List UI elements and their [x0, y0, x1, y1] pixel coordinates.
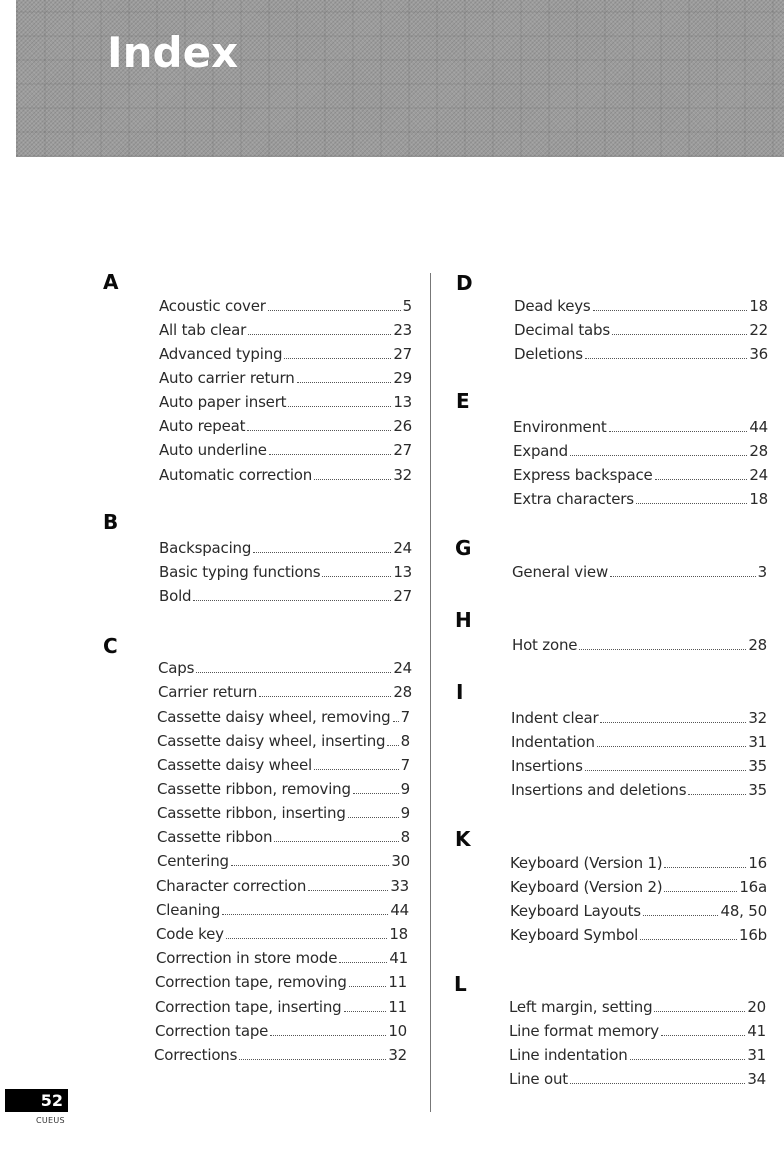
dot-leader	[654, 1010, 745, 1012]
section-heading-i: I	[456, 680, 464, 704]
entry-term: Cassette ribbon, removing	[157, 780, 351, 798]
entry-term: Backspacing	[159, 539, 252, 557]
dot-leader	[349, 985, 387, 987]
dot-leader	[387, 744, 398, 746]
entry-page: 8	[400, 828, 410, 846]
index-entry[interactable]	[159, 438, 412, 460]
entry-page: 16b	[738, 926, 767, 944]
entry-page: 27	[393, 345, 412, 363]
index-entry[interactable]	[159, 560, 412, 582]
index-entry[interactable]	[509, 1019, 766, 1041]
entry-term: Cassette daisy wheel, removing	[157, 708, 391, 726]
entry-page: 5	[402, 297, 412, 315]
index-entry[interactable]	[157, 753, 410, 775]
dot-leader	[270, 1034, 386, 1036]
entry-page: 16a	[739, 878, 767, 896]
column-divider	[430, 273, 431, 1112]
dot-leader	[314, 478, 391, 480]
entry-page: 41	[389, 949, 408, 967]
index-entry[interactable]	[510, 851, 767, 873]
section-heading-d: D	[456, 271, 473, 295]
entry-page: 28	[749, 442, 768, 460]
index-entry[interactable]	[514, 318, 768, 340]
entry-page: 34	[747, 1070, 766, 1088]
entry-page: 18	[749, 490, 768, 508]
index-entry[interactable]	[159, 366, 412, 388]
section-heading-g: G	[455, 536, 472, 560]
entry-term: Cassette ribbon	[157, 828, 273, 846]
index-entry[interactable]	[511, 730, 767, 752]
entry-term: General view	[512, 563, 609, 581]
entry-page: 28	[393, 683, 412, 701]
entry-term: Indentation	[511, 733, 595, 751]
index-entry[interactable]	[509, 1043, 766, 1065]
section-heading-c: C	[103, 634, 118, 658]
index-entry[interactable]	[511, 754, 767, 776]
entry-page: 48, 50	[720, 902, 767, 920]
entry-page: 18	[389, 925, 408, 943]
dot-leader	[609, 430, 748, 432]
entry-term: Corrections	[154, 1046, 238, 1064]
entry-page: 26	[393, 417, 412, 435]
entry-page: 35	[748, 757, 767, 775]
page-number-tab: 52	[5, 1089, 68, 1112]
index-entry[interactable]	[510, 899, 767, 921]
dot-leader	[269, 453, 392, 455]
index-entry[interactable]	[513, 463, 768, 485]
index-entry[interactable]	[159, 536, 412, 558]
index-entry[interactable]	[157, 849, 410, 871]
dot-leader	[688, 793, 746, 795]
entry-term: Deletions	[514, 345, 583, 363]
entry-term: Cassette daisy wheel, inserting	[157, 732, 386, 750]
entry-page: 35	[748, 781, 767, 799]
entry-term: Code key	[156, 925, 224, 943]
entry-page: 32	[748, 709, 767, 727]
dot-leader	[640, 938, 737, 940]
entry-page: 27	[393, 587, 412, 605]
entry-term: Insertions and deletions	[511, 781, 687, 799]
entry-page: 24	[749, 466, 768, 484]
index-entry[interactable]	[159, 463, 412, 485]
entry-term: Correction in store mode	[156, 949, 338, 967]
index-entry[interactable]	[157, 705, 410, 727]
dot-leader	[231, 864, 389, 866]
dot-leader	[226, 937, 387, 939]
index-entry[interactable]	[157, 777, 410, 799]
entry-term: Character correction	[156, 877, 307, 895]
entry-page: 9	[400, 804, 410, 822]
index-entry[interactable]	[159, 414, 412, 436]
index-entry[interactable]	[155, 970, 407, 992]
entry-term: Basic typing functions	[159, 563, 321, 581]
entry-term: Keyboard Layouts	[510, 902, 641, 920]
entry-page: 31	[748, 733, 767, 751]
entry-term: Caps	[158, 659, 195, 677]
entry-term: Cassette daisy wheel	[157, 756, 313, 774]
entry-page: 23	[393, 321, 412, 339]
entry-term: Carrier return	[158, 683, 258, 701]
entry-term: Advanced typing	[159, 345, 283, 363]
index-entry[interactable]	[156, 874, 409, 896]
dot-leader	[570, 454, 747, 456]
entry-page: 8	[400, 732, 410, 750]
entry-page: 24	[393, 659, 412, 677]
entry-page: 13	[393, 563, 412, 581]
index-entry[interactable]	[509, 1067, 766, 1089]
entry-term: Hot zone	[512, 636, 578, 654]
entry-page: 44	[390, 901, 409, 919]
index-entry[interactable]	[159, 584, 412, 606]
entry-page: 20	[747, 998, 766, 1016]
index-entry[interactable]	[511, 778, 767, 800]
entry-term: Keyboard Symbol	[510, 926, 639, 944]
dot-leader	[636, 502, 748, 504]
section-heading-e: E	[456, 389, 470, 413]
section-heading-h: H	[455, 608, 472, 632]
entry-term: Auto repeat	[159, 417, 246, 435]
entry-term: Correction tape, removing	[155, 973, 347, 991]
entry-term: Cassette ribbon, inserting	[157, 804, 346, 822]
dot-leader	[353, 792, 399, 794]
index-entry[interactable]	[514, 294, 768, 316]
dot-leader	[393, 720, 399, 722]
entry-page: 24	[393, 539, 412, 557]
entry-page: 11	[388, 973, 407, 991]
entry-term: Keyboard (Version 2)	[510, 878, 663, 896]
entry-term: Auto carrier return	[159, 369, 295, 387]
index-entry[interactable]	[512, 633, 767, 655]
dot-leader	[322, 575, 391, 577]
entry-page: 32	[393, 466, 412, 484]
index-entry[interactable]	[512, 560, 767, 582]
entry-page: 29	[393, 369, 412, 387]
dot-leader	[193, 599, 391, 601]
entry-term: Expand	[513, 442, 568, 460]
entry-term: Environment	[513, 418, 607, 436]
dot-leader	[585, 357, 747, 359]
index-entry[interactable]	[159, 390, 412, 412]
entry-page: 36	[749, 345, 768, 363]
entry-term: Centering	[157, 852, 229, 870]
dot-leader	[579, 648, 746, 650]
index-entry[interactable]	[513, 415, 768, 437]
index-entry[interactable]	[156, 898, 409, 920]
dot-leader	[664, 890, 737, 892]
dot-leader	[284, 357, 391, 359]
dot-leader	[248, 333, 391, 335]
entry-page: 3	[757, 563, 767, 581]
index-entry[interactable]	[513, 487, 768, 509]
index-entry[interactable]	[514, 342, 768, 364]
dot-leader	[643, 914, 719, 916]
brand-label: CUEUS	[36, 1116, 65, 1125]
dot-leader	[585, 769, 747, 771]
index-entry[interactable]	[511, 706, 767, 728]
entry-page: 33	[390, 877, 409, 895]
index-entry[interactable]	[158, 656, 412, 678]
entry-page: 31	[747, 1046, 766, 1064]
dot-leader	[268, 309, 401, 311]
index-entry[interactable]	[156, 946, 408, 968]
section-heading-k: K	[455, 827, 471, 851]
entry-page: 28	[748, 636, 767, 654]
entry-term: Decimal tabs	[514, 321, 610, 339]
dot-leader	[630, 1058, 746, 1060]
entry-page: 41	[747, 1022, 766, 1040]
entry-term: Auto paper insert	[159, 393, 287, 411]
dot-leader	[314, 768, 399, 770]
index-entry[interactable]	[159, 294, 412, 316]
index-entry[interactable]	[513, 439, 768, 461]
index-entry[interactable]	[155, 1019, 407, 1041]
index-entry[interactable]	[154, 1043, 407, 1065]
dot-leader	[308, 889, 388, 891]
index-entry[interactable]	[509, 995, 766, 1017]
section-heading-a: A	[103, 270, 119, 294]
index-entry[interactable]	[157, 729, 410, 751]
entry-term: Left margin, setting	[509, 998, 653, 1016]
entry-page: 30	[391, 852, 410, 870]
dot-leader	[253, 551, 391, 553]
entry-page: 10	[388, 1022, 407, 1040]
entry-page: 7	[400, 756, 410, 774]
entry-term: Indent clear	[511, 709, 599, 727]
section-heading-b: B	[103, 510, 119, 534]
entry-term: Line indentation	[509, 1046, 628, 1064]
entry-term: Insertions	[511, 757, 583, 775]
entry-term: Dead keys	[514, 297, 591, 315]
dot-leader	[288, 405, 391, 407]
index-entry[interactable]	[510, 875, 767, 897]
entry-page: 27	[393, 441, 412, 459]
dot-leader	[612, 333, 747, 335]
dot-leader	[655, 478, 748, 480]
entry-page: 9	[400, 780, 410, 798]
entry-page: 32	[388, 1046, 407, 1064]
entry-term: Automatic correction	[159, 466, 313, 484]
index-entry[interactable]	[155, 995, 407, 1017]
entry-term: Express backspace	[513, 466, 653, 484]
entry-page: 44	[749, 418, 768, 436]
index-entry[interactable]	[157, 801, 410, 823]
entry-term: Correction tape	[155, 1022, 269, 1040]
entry-term: Extra characters	[513, 490, 634, 508]
entry-term: Line format memory	[509, 1022, 659, 1040]
dot-leader	[196, 671, 391, 673]
index-entry[interactable]	[159, 318, 412, 340]
section-heading-l: L	[454, 972, 467, 996]
dot-leader	[339, 961, 387, 963]
dot-leader	[597, 745, 747, 747]
dot-leader	[274, 840, 398, 842]
index-entry[interactable]	[510, 923, 767, 945]
entry-term: Keyboard (Version 1)	[510, 854, 663, 872]
page-title: Index	[107, 28, 239, 77]
dot-leader	[297, 381, 392, 383]
entry-term: Cleaning	[156, 901, 221, 919]
entry-page: 16	[748, 854, 767, 872]
index-entry[interactable]	[156, 922, 408, 944]
dot-leader	[610, 575, 756, 577]
entry-page: 18	[749, 297, 768, 315]
index-entry[interactable]	[158, 680, 412, 702]
dot-leader	[661, 1034, 745, 1036]
dot-leader	[600, 721, 746, 723]
dot-leader	[259, 695, 391, 697]
index-entry[interactable]	[157, 825, 410, 847]
dot-leader	[664, 866, 746, 868]
header-banner	[16, 0, 784, 157]
entry-term: Auto underline	[159, 441, 267, 459]
dot-leader	[348, 816, 399, 818]
entry-term: Correction tape, inserting	[155, 998, 342, 1016]
entry-page: 11	[388, 998, 407, 1016]
dot-leader	[239, 1058, 386, 1060]
dot-leader	[222, 913, 388, 915]
entry-term: Line out	[509, 1070, 568, 1088]
dot-leader	[247, 429, 391, 431]
entry-page: 13	[393, 393, 412, 411]
dot-leader	[570, 1082, 745, 1084]
entry-page: 22	[749, 321, 768, 339]
dot-leader	[593, 309, 748, 311]
index-entry[interactable]	[159, 342, 412, 364]
dot-leader	[344, 1010, 387, 1012]
entry-term: Bold	[159, 587, 192, 605]
entry-term: Acoustic cover	[159, 297, 266, 315]
entry-page: 7	[400, 708, 410, 726]
entry-term: All tab clear	[159, 321, 247, 339]
